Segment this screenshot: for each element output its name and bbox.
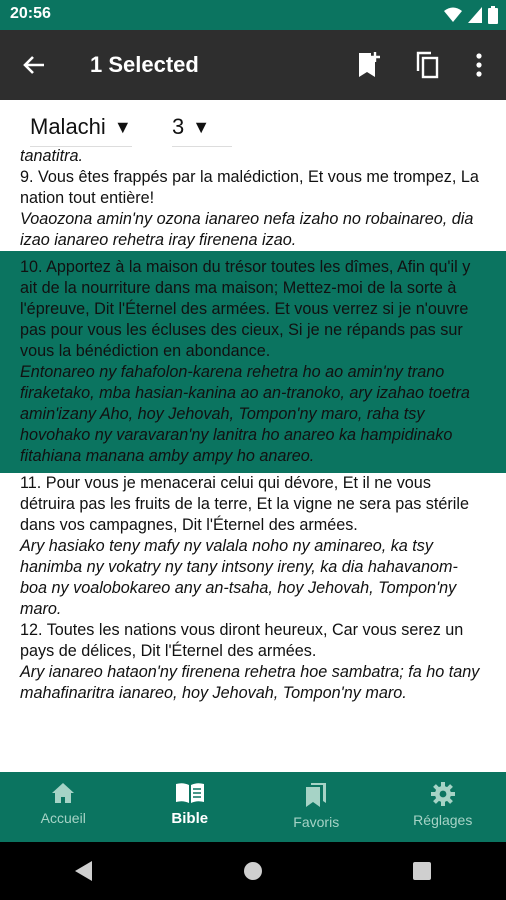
book-value: Malachi xyxy=(30,114,106,139)
verse-item[interactable] xyxy=(0,473,506,620)
book-dropdown[interactable] xyxy=(30,108,132,147)
signal-icon xyxy=(468,7,482,23)
battery-icon xyxy=(488,6,498,24)
back-button[interactable] xyxy=(16,50,52,80)
circle-home-icon xyxy=(243,861,263,881)
square-recents-icon xyxy=(413,862,431,880)
nav-label: Bible xyxy=(171,810,209,827)
verse-text-mg: Entonareo ny fahafolon-karena rehetra ho ao amin'ny trano firaketako, mba hasian-kanina ao an-tranoko, ary izahao toetra amin'izany Aho, hoy Jehovah, Tompon'ny maro, raha tsy hovohako ny varavaran'ny lanitra ho anareo ka hampidinako fitahiana manana amby ampy ho anareo. xyxy=(20,363,470,465)
dropdown-arrow-icon: ▼ xyxy=(192,116,211,137)
nav-item-bible[interactable] xyxy=(127,772,254,842)
verse-text-mg: Ary ianareo hataon'ny firenena rehetra hoe sambatra; fa ho tany mahafinaritra ianareo, hoy Jehovah, Tompon'ny maro. xyxy=(20,663,480,702)
system-home-button[interactable] xyxy=(223,851,283,891)
nav-label: Accueil xyxy=(40,810,86,826)
system-navigation-bar xyxy=(0,842,506,900)
copy-button[interactable] xyxy=(410,48,444,82)
gear-icon xyxy=(431,782,455,806)
verse-text-fr: 10. Apportez à la maison du trésor toutes les dîmes, Afin qu'il y ait de la nourriture dans ma maison; Mettez-moi de la sorte à l'épreuve, Dit l'Éternel des armées. Et vous verrez si je n'ouvre pas pour vous les écluses des cieux, Si je ne répands pas sur vous la bénédiction en abondance. xyxy=(20,258,471,360)
status-bar xyxy=(0,0,506,30)
more-options-button[interactable] xyxy=(462,48,496,82)
status-time: 20:56 xyxy=(10,5,51,22)
dropdown-arrow-icon: ▼ xyxy=(113,116,132,137)
page-title: 1 Selected xyxy=(90,52,199,77)
system-recents-button[interactable] xyxy=(392,851,452,891)
bottom-navigation xyxy=(0,772,506,842)
verse-text-fr: 9. Vous êtes frappés par la malédiction, Et vous me trompez, La nation tout entière! xyxy=(20,168,479,207)
verse-item-selected[interactable] xyxy=(0,251,506,473)
nav-item-favoris[interactable] xyxy=(253,772,380,842)
bookmarks-icon xyxy=(305,782,327,808)
app-bar xyxy=(0,30,506,100)
verse-item[interactable] xyxy=(0,146,506,167)
chapter-value: 3 xyxy=(172,114,185,139)
verse-item[interactable] xyxy=(0,620,506,704)
verse-text-fr: 12. Toutes les nations vous diront heureux, Car vous serez un pays de délices, Dit l'Éternel des armées. xyxy=(20,621,464,660)
nav-item-accueil[interactable] xyxy=(0,772,127,842)
home-icon xyxy=(51,782,75,804)
nav-item-reglages[interactable] xyxy=(380,772,506,842)
verse-text-mg: Ary hasiako teny mafy ny valala noho ny aminareo, ka tsy hanimba ny vokatry ny tany intsony ireny, ka dia hahavanom-boa ny voalobokareo any an-tsaha, hoy Jehovah, Tompon'ny maro. xyxy=(20,537,458,618)
triangle-back-icon xyxy=(75,861,93,881)
verse-text-mg: tanatitra. xyxy=(20,147,83,165)
wifi-icon xyxy=(444,7,462,23)
verse-text-mg: Voaozona amin'ny ozona ianareo nefa izaho no robainareo, dia izao ianareo rehetra iray firenena izao. xyxy=(20,210,474,249)
bookmark-add-button[interactable] xyxy=(352,48,386,82)
verse-text-fr: 11. Pour vous je menacerai celui qui dévore, Et il ne vous détruira pas les fruits de la terre, Et la vigne ne sera pas stérile dans vos campagnes, Dit l'Éternel des armées. xyxy=(20,474,469,534)
book-chapter-selector xyxy=(0,100,506,152)
copy-icon xyxy=(415,51,439,79)
book-icon xyxy=(175,782,205,804)
status-icons xyxy=(444,5,498,25)
verse-list[interactable] xyxy=(0,146,506,772)
arrow-back-icon xyxy=(23,55,45,75)
bookmark-add-icon xyxy=(358,52,380,78)
system-back-button[interactable] xyxy=(54,851,114,891)
nav-label: Réglages xyxy=(413,812,473,828)
more-vert-icon xyxy=(475,53,483,77)
nav-label: Favoris xyxy=(293,814,340,830)
verse-item[interactable] xyxy=(0,167,506,251)
chapter-dropdown[interactable] xyxy=(172,108,232,147)
